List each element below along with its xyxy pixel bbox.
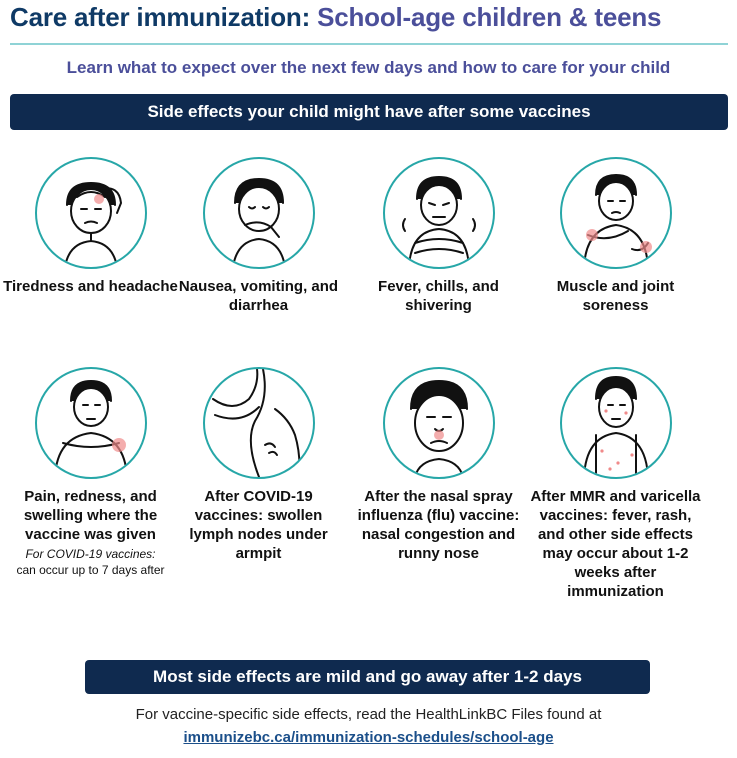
page-title — [10, 2, 730, 33]
note-text: can occur up to 7 days after — [16, 563, 165, 577]
runny-nose-child-icon — [383, 367, 495, 479]
side-effect-label: Pain, redness, and swelling where the vaccine was given — [23, 488, 158, 543]
rash-child-icon — [560, 367, 672, 479]
nausea-child-icon — [203, 157, 315, 269]
healthlinkbc-link[interactable]: immunizebc.ca/immunization-schedules/school-age — [183, 729, 554, 746]
title-part-1: Care after immunization: — [10, 2, 311, 32]
side-effect-label: Fever, chills, and shivering — [378, 278, 499, 314]
side-effect-label: Nausea, vomiting, and diarrhea — [178, 278, 339, 314]
side-effect-label: Muscle and joint soreness — [556, 278, 675, 314]
side-effect-label: Tiredness and headache — [3, 278, 178, 295]
side-effect-label: After COVID-19 vaccines: swollen lymph nodes under armpit — [189, 488, 328, 562]
footer-text: For vaccine-specific side effects, read the HealthLinkBC Files found at — [135, 706, 602, 723]
page-subtitle: Learn what to expect over the next few days and how to care for your child — [66, 58, 671, 77]
side-effect-note — [3, 546, 178, 578]
shivering-child-icon — [383, 157, 495, 269]
mild-effects-banner — [85, 660, 650, 694]
side-effect-injection-site — [3, 367, 178, 578]
armpit-lymph-node-icon — [203, 367, 315, 479]
side-effect-muscle — [528, 157, 703, 315]
tired-child-icon — [35, 157, 147, 269]
side-effect-nausea — [171, 157, 346, 315]
sore-muscle-child-icon — [560, 157, 672, 269]
title-divider — [10, 43, 728, 45]
side-effect-lymph-nodes — [171, 367, 346, 563]
side-effects-banner-text: Side effects your child might have after some vaccines — [147, 102, 591, 121]
mild-effects-banner-text: Most side effects are mild and go away after 1-2 days — [153, 667, 582, 686]
side-effect-nasal — [351, 367, 526, 563]
side-effect-mmr-varicella — [528, 367, 703, 601]
side-effect-fever — [351, 157, 526, 315]
title-part-2: School-age children & teens — [317, 2, 662, 32]
side-effects-banner — [10, 94, 728, 130]
injection-site-icon — [35, 367, 147, 479]
side-effect-label: After MMR and varicella vaccines: fever, rash, and other side effects may occur about 1-2 weeks after immunization — [530, 488, 701, 600]
side-effect-tiredness — [3, 157, 178, 296]
note-italic: For COVID-19 vaccines: — [25, 547, 156, 561]
side-effect-label: After the nasal spray influenza (flu) vaccine: nasal congestion and runny nose — [357, 488, 520, 562]
